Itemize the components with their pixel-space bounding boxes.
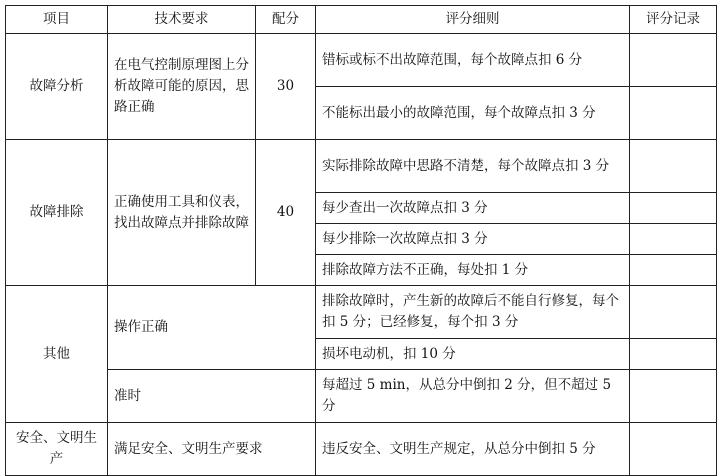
detail-cell: 排除故障方法不正确，每处扣 1 分 [316,255,630,286]
header-row [6,6,717,34]
header-requirement: 技术要求 [108,6,256,34]
record-cell[interactable] [630,224,717,255]
requirement-cell: 在电气控制原理图上分析故障可能的原因，思路正确 [108,34,256,140]
detail-cell: 违反安全、文明生产规定，从总分中倒扣 5 分 [316,423,630,476]
header-details: 评分细则 [316,6,630,34]
detail-cell: 每少查出一次故障点扣 3 分 [316,193,630,224]
table-row [6,423,717,476]
record-cell[interactable] [630,286,717,339]
header-score: 配分 [256,6,316,34]
detail-cell: 损坏电动机，扣 10 分 [316,339,630,370]
table-row [6,286,717,339]
detail-cell: 不能标出最小的故障范围，每个故障点扣 3 分 [316,87,630,140]
record-cell[interactable] [630,34,717,87]
table-row [6,140,717,193]
record-cell[interactable] [630,140,717,193]
record-cell[interactable] [630,193,717,224]
record-cell[interactable] [630,370,717,423]
requirement-cell: 满足安全、文明生产要求 [108,423,316,476]
detail-cell: 每少排除一次故障点扣 3 分 [316,224,630,255]
item-cell: 故障排除 [6,140,108,286]
header-record: 评分记录 [630,6,717,34]
item-cell: 其他 [6,286,108,423]
table-row [6,370,717,423]
detail-cell: 实际排除故障中思路不清楚，每个故障点扣 3 分 [316,140,630,193]
detail-cell: 每超过 5 min，从总分中倒扣 2 分，但不超过 5 分 [316,370,630,423]
record-cell[interactable] [630,255,717,286]
header-item: 项目 [6,6,108,34]
record-cell[interactable] [630,87,717,140]
grading-table [5,5,717,476]
requirement-cell: 操作正确 [108,286,316,370]
score-cell: 40 [256,140,316,286]
detail-cell: 排除故障时，产生新的故障后不能自行修复，每个扣 5 分；已经修复，每个扣 3 分 [316,286,630,339]
requirement-cell: 准时 [108,370,316,423]
record-cell[interactable] [630,423,717,476]
score-cell: 30 [256,34,316,140]
detail-cell: 错标或标不出故障范围，每个故障点扣 6 分 [316,34,630,87]
table-row [6,34,717,87]
item-cell: 故障分析 [6,34,108,140]
record-cell[interactable] [630,339,717,370]
requirement-cell: 正确使用工具和仪表，找出故障点并排除故障 [108,140,256,286]
item-cell: 安全、文明生产 [6,423,108,476]
